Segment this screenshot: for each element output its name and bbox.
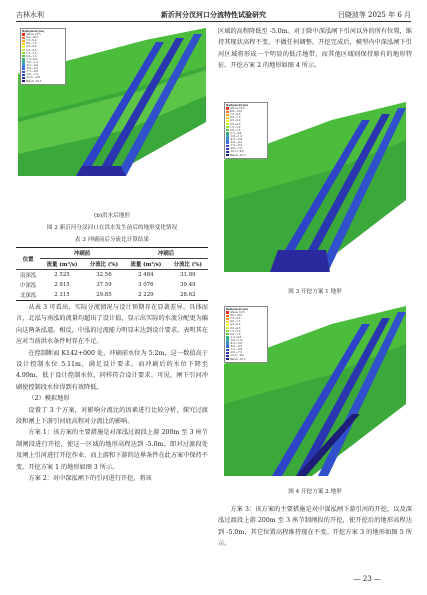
- cell: 北深泓: [19, 293, 37, 299]
- legend-label: Below -10.5: [230, 357, 246, 361]
- figure-2b: [16, 26, 208, 208]
- legend-label: Above 10.5: [230, 107, 245, 111]
- cell: 39.49: [180, 282, 196, 288]
- legend-swatch: [22, 46, 25, 48]
- legend-swatch: [226, 132, 229, 134]
- figure-2-subcaption: (b)洪水后地形: [94, 213, 130, 219]
- legend-swatch: [226, 141, 229, 143]
- legend-label: -10.5~-9.0: [26, 76, 40, 80]
- bathymetry-legend: [224, 102, 268, 159]
- legend-label: -4.5~-3.0: [230, 342, 243, 346]
- legend-label: -1.5~0.0: [230, 131, 242, 135]
- table-3-caption: 表 3 冲刷前后分流比计算结果: [74, 237, 150, 243]
- legend-label: 4.5~6.0: [230, 119, 241, 123]
- figure-2-caption: 图 2 新沂河分汊河口在洪水发生前后的地形变化情况: [46, 225, 178, 231]
- legend-swatch: [22, 52, 25, 54]
- legend-swatch: [226, 120, 229, 122]
- cell: 2 229: [138, 292, 154, 298]
- legend-label: -4.5~-3.0: [26, 64, 39, 68]
- legend-label: -1.5~0.0: [26, 57, 38, 61]
- legend-swatch: [226, 126, 229, 128]
- legend-items: [22, 33, 64, 83]
- legend-title: Bathymetry(m): [226, 104, 249, 107]
- legend-label: 1.5~3.0: [230, 125, 241, 129]
- legend-label: -4.5~-3.0: [230, 138, 243, 142]
- journal-name: 吉林水利: [16, 11, 44, 19]
- legend-swatch: [226, 321, 229, 323]
- legend-label: Above 10.5: [26, 33, 41, 37]
- subhead-ratio: 分流比 (%): [89, 262, 119, 268]
- legend-swatch: [226, 315, 229, 317]
- left-column-text: [16, 302, 208, 485]
- cell: 2 315: [54, 292, 70, 298]
- legend-swatch: [22, 49, 25, 51]
- right-column-text-top: [218, 26, 412, 72]
- article-title: 新沂河分汊河口分流特性试验研究: [161, 10, 266, 19]
- legend-swatch: [22, 43, 25, 45]
- paragraph: 方案 2：对中深泓闸下的引河进行开挖，将该: [28, 475, 152, 483]
- legend-swatch: [226, 358, 229, 360]
- legend-label: -6.0~-4.5: [230, 345, 243, 349]
- paragraph: 方案 3：该方案的主要措施是对中深泓闸下游引河的开挖，以及深泓过渡段上游 200m 至 3 座节制闸段的开挖，使开挖后的地形高程达到 -5.0m，其它位置高程维持现在不变。开挖方案 3 的地形如图 5 所示。: [218, 506, 412, 548]
- subhead-ratio: 分流比 (%): [173, 262, 202, 268]
- legend-label: 4.5~6.0: [230, 323, 241, 327]
- legend-label: -10.5~-9.0: [230, 354, 244, 358]
- paragraph: 在控制断面 K142+000 处，冲刷前水位为 5.2m，这一数值高于设计控制水位 5.11m，满足设计要求。而冲刷后的水位下降至 4.99m，低于设计控制水位，同样符合设计要求。可见，闸下引河冲刷使控制段水位得到有效降低。: [16, 349, 208, 391]
- cell: 28.62: [180, 292, 196, 298]
- legend-label: -6.0~-4.5: [230, 141, 243, 145]
- legend-label: -9.0~-7.5: [230, 351, 243, 355]
- figure-4-caption: 图 4 开挖方案 2 地形: [288, 489, 342, 495]
- legend-swatch: [226, 324, 229, 326]
- col-header-position: 位置: [16, 248, 40, 270]
- legend-label: -3.0~-1.5: [230, 338, 243, 342]
- legend-swatch: [22, 80, 25, 82]
- legend-label: 9.0~10.5: [26, 36, 39, 40]
- legend-label: 6.0~7.5: [26, 42, 37, 46]
- legend-swatch: [226, 111, 229, 113]
- cell: 2 525: [54, 272, 70, 278]
- legend-label: -3.0~-1.5: [26, 60, 39, 64]
- legend-label: 7.5~9.0: [26, 39, 37, 43]
- right-column-text-bottom: [218, 504, 412, 550]
- legend-swatch: [226, 107, 229, 109]
- figure-4: [222, 304, 408, 480]
- legend-swatch: [22, 67, 25, 69]
- legend-swatch: [226, 154, 229, 156]
- legend-swatch: [226, 311, 229, 313]
- legend-swatch: [226, 117, 229, 119]
- legend-title: Bathymetry(m): [22, 30, 45, 33]
- legend-label: 4.5~6.0: [26, 45, 37, 49]
- legend-swatch: [226, 135, 229, 137]
- paragraph: 从表 3 可看出，实际分流情况与设计预期存在显著差异。具体而言，北泓与南泓的流量均超出了设计值，显示出实际的水流分配更为偏向这两条泓道。相反，中泓的过流能力明显未达到设计要求，表明其在应对当前洪水条件时存在不足。: [16, 304, 208, 346]
- legend-swatch: [226, 123, 229, 125]
- paragraph: 方案 1：该方案的主要措施是对深泓过渡段上游 200m 至 3 座节制闸段进行开挖，使这一区域的地形高程达到 -5.0m。即对过渡段处及闸上引河进行开挖作业，而上游和下游的边界条件在此方案中保持不变。开挖方案 1 的地形如图 3 所示。: [16, 429, 208, 471]
- legend-label: 3.0~4.5: [26, 48, 37, 52]
- legend-swatch: [226, 327, 229, 329]
- legend-label: Above 10.5: [230, 311, 245, 315]
- legend-label: 1.5~3.0: [26, 51, 37, 55]
- legend-swatch: [226, 336, 229, 338]
- legend-label: 9.0~10.5: [230, 314, 243, 318]
- legend-label: -9.0~-7.5: [26, 73, 39, 77]
- cell: 南深泓: [19, 273, 37, 279]
- table-row: [16, 280, 208, 290]
- legend-swatch: [22, 58, 25, 60]
- legend-swatch: [22, 37, 25, 39]
- legend-label: 3.0~4.5: [230, 122, 241, 126]
- legend-swatch: [226, 342, 229, 344]
- cell: 31.89: [180, 272, 196, 278]
- paragraph: 区域的高程降低至 -5.0m。对于除中深泓闸下引河以外的所有位置，维持其现状高程不变，不做任何调整。开挖完成后，模型内中深泓闸下引河区域将形成一个明显的低洼地带，而其他区域则保持原有的地形特征。开挖方案 2 的地形如图 4 所示。: [218, 28, 412, 70]
- col-header-before: 冲刷前: [40, 248, 124, 259]
- issue-info: 吕晓波等 2025 年 6 月: [337, 11, 411, 19]
- subhead-flow: 流量 (m³/s): [130, 262, 162, 268]
- table-row: [16, 270, 208, 281]
- legend-swatch: [22, 77, 25, 79]
- figure-3-caption: 图 3 开挖方案 1 地形: [288, 289, 342, 295]
- cell: 2 484: [138, 272, 154, 278]
- cell: 37.59: [96, 282, 112, 288]
- legend-label: 6.0~7.5: [230, 320, 241, 324]
- legend-label: Below -10.5: [26, 79, 42, 83]
- legend-swatch: [226, 339, 229, 341]
- legend-label: 0.0~1.5: [230, 332, 241, 336]
- legend-swatch: [22, 74, 25, 76]
- col-header-after: 冲刷后: [124, 248, 208, 259]
- legend-label: 7.5~9.0: [230, 113, 241, 117]
- cell: 32.56: [96, 272, 112, 278]
- legend-label: 6.0~7.5: [230, 116, 241, 120]
- legend-swatch: [226, 352, 229, 354]
- legend-swatch: [22, 61, 25, 63]
- subhead-flow: 流量 (m³/s): [46, 262, 78, 268]
- legend-items: [226, 311, 266, 361]
- legend-swatch: [226, 318, 229, 320]
- legend-label: -7.5~-6.0: [26, 70, 39, 74]
- legend-swatch: [22, 55, 25, 57]
- cell: 中深泓: [19, 283, 37, 289]
- legend-label: -7.5~-6.0: [230, 348, 243, 352]
- legend-label: Below -10.5: [230, 153, 246, 157]
- legend-swatch: [226, 349, 229, 351]
- legend-label: 7.5~9.0: [230, 317, 241, 321]
- cell: 3 076: [138, 282, 154, 288]
- paragraph: 设置了 3 个方案，对影响分流比的因素进行比较分析，探究过渡段和闸上下游引河底高程对分流比的影响。: [16, 406, 208, 426]
- legend-swatch: [22, 40, 25, 42]
- legend-swatch: [226, 355, 229, 357]
- legend-swatch: [226, 129, 229, 131]
- bathymetry-legend: [20, 28, 66, 85]
- figure-3: [222, 100, 408, 276]
- legend-label: -7.5~-6.0: [230, 144, 243, 148]
- legend-label: -3.0~-1.5: [230, 134, 243, 138]
- legend-swatch: [22, 71, 25, 73]
- legend-title: Bathymetry(m): [226, 308, 249, 311]
- legend-label: 0.0~1.5: [230, 128, 241, 132]
- legend-swatch: [22, 64, 25, 66]
- legend-entry: [226, 358, 266, 361]
- legend-label: 3.0~4.5: [230, 326, 241, 330]
- legend-label: 0.0~1.5: [26, 54, 37, 58]
- legend-swatch: [226, 114, 229, 116]
- table-row: [16, 290, 208, 301]
- legend-label: -6.0~-4.5: [26, 67, 39, 71]
- legend-entry: [22, 80, 64, 83]
- page-number: — 23 —: [353, 575, 381, 583]
- header-rule: [16, 21, 411, 22]
- legend-swatch: [226, 148, 229, 150]
- legend-swatch: [226, 345, 229, 347]
- legend-swatch: [226, 333, 229, 335]
- legend-items: [226, 107, 266, 157]
- legend-label: 1.5~3.0: [230, 329, 241, 333]
- bathymetry-legend: [224, 306, 268, 363]
- legend-swatch: [226, 330, 229, 332]
- legend-swatch: [22, 33, 25, 35]
- legend-swatch: [226, 151, 229, 153]
- legend-label: -10.5~-9.0: [230, 150, 244, 154]
- legend-entry: [226, 154, 266, 157]
- legend-label: -9.0~-7.5: [230, 147, 243, 151]
- cell: 29.85: [96, 292, 112, 298]
- section-heading: （2）模拟地形: [28, 395, 70, 403]
- running-header: [16, 6, 411, 20]
- legend-swatch: [226, 145, 229, 147]
- cell: 2 915: [54, 282, 70, 288]
- flow-ratio-table: [16, 247, 208, 301]
- legend-swatch: [226, 138, 229, 140]
- table-3: [16, 236, 208, 301]
- legend-label: 9.0~10.5: [230, 110, 243, 114]
- legend-label: -1.5~0.0: [230, 335, 242, 339]
